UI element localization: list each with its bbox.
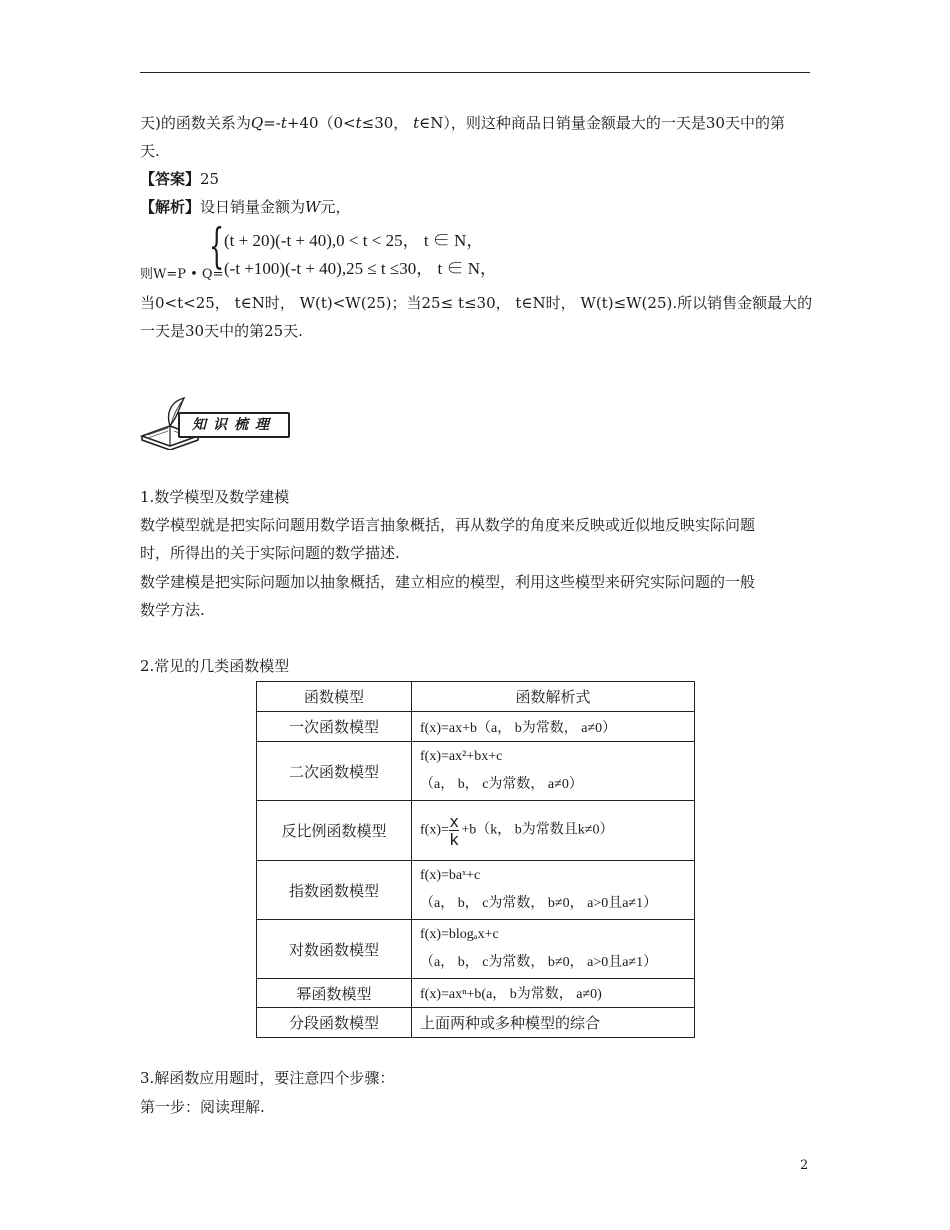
table-row: 二次函数模型 f(x)=ax²+bx+c （a， b， c为常数， a≠0） (257, 742, 695, 801)
analysis-label: 【解析】 (140, 198, 201, 216)
section1-p2-line2: 数学方法. (140, 601, 205, 619)
analysis-line: 【解析】设日销量金额为W元， (140, 198, 351, 216)
piecewise-prefix: 则W=P • Q= (140, 267, 224, 282)
section3-step1: 第一步：阅读理解. (140, 1098, 265, 1116)
badge-label: 知识梳理 (178, 412, 290, 438)
fraction-x-over-k: $\frac{x}{k}$ (449, 812, 459, 849)
section1-p1-line2: 时，所得出的关于实际问题的数学描述. (140, 544, 400, 562)
table-row: 对数函数模型 f(x)=blogₐx+c （a， b， c为常数， b≠0， a>0且a≠1） (257, 920, 695, 979)
section1-p2-line1: 数学建模是把实际问题加以抽象概括，建立相应的模型，利用这些模型来研究实际问题的一般 (140, 573, 756, 591)
piecewise-brace: { (209, 218, 225, 274)
answer-label: 【答案】 (140, 170, 201, 188)
section1-p1-line1: 数学模型就是把实际问题用数学语言抽象概括，再从数学的角度来反映或近似地反映实际问题 (140, 516, 756, 534)
header-rule (140, 72, 810, 73)
table-row: 分段函数模型 上面两种或多种模型的综合 (257, 1008, 695, 1038)
header-model: 函数模型 (257, 682, 412, 712)
answer-line (140, 168, 812, 190)
answer-value: 25 (200, 170, 220, 188)
conclusion-line-1: 当0<t<25， t∈N时， W(t)<W(25)；当25≤ t≤30， t∈N时， W(t)≤W(25).所以销售金额最大的 (140, 294, 813, 312)
function-models-table (256, 681, 695, 1038)
section1-title: 1.数学模型及数学建模 (140, 488, 290, 506)
intro-line-1: 天)的函数关系为Q=-t+40（0<t≤30， t∈N），则这种商品日销量金额最大的一天是30天中的第 (140, 114, 785, 132)
table-row: 指数函数模型 f(x)=baˣ+c （a， b， c为常数， b≠0， a>0且a≠1） (257, 861, 695, 920)
knowledge-summary-badge (140, 396, 290, 450)
piecewise-case-2: (-t +100)(-t + 40),25 ≤ t ≤30， t ∈ N， (224, 259, 497, 278)
table-row: 一次函数模型 f(x)=ax+b（a， b为常数， a≠0） (257, 712, 695, 742)
table-row: 反比例函数模型 f(x)= $\frac{x}{k}$ +b（k， b为常数且k≠0） (257, 801, 695, 861)
table-row: 幂函数模型 f(x)=axⁿ+b(a， b为常数， a≠0) (257, 979, 695, 1008)
table-header-row (257, 682, 695, 712)
intro-line-2: 天. (140, 142, 160, 160)
section3-title: 3.解函数应用题时，要注意四个步骤： (140, 1069, 395, 1087)
piecewise-case-1: (t + 20)(-t + 40),0 < t < 25， t ∈ N， (224, 231, 484, 250)
page-number: 2 (800, 1158, 809, 1173)
header-formula: 函数解析式 (412, 682, 695, 712)
conclusion-line-2: 一天是30天中的第25天. (140, 322, 303, 340)
section2-title: 2.常见的几类函数模型 (140, 657, 290, 675)
